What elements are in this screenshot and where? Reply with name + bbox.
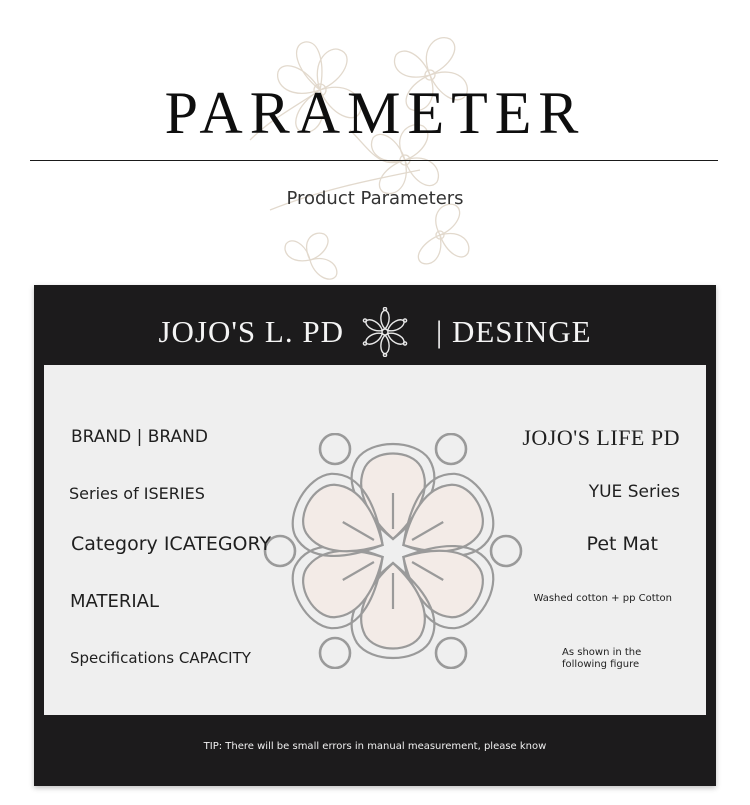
value-category: Pet Mat <box>586 533 658 555</box>
label-category: Category ICATEGORY <box>71 533 272 555</box>
brand-tagline: | DESINGE <box>435 314 592 349</box>
parameter-card <box>34 285 716 786</box>
flower-ornament-icon <box>360 307 410 357</box>
brand-header <box>34 307 716 357</box>
background-blossom-icon <box>230 20 520 290</box>
label-material: MATERIAL <box>70 591 159 612</box>
label-specifications: Specifications CAPACITY <box>70 649 251 667</box>
page-subtitle: Product Parameters <box>286 188 464 209</box>
page-title: PARAMETER <box>164 80 586 146</box>
parameter-panel <box>44 365 706 715</box>
petal-flower-icon <box>262 433 524 669</box>
label-brand: BRAND | BRAND <box>71 427 208 447</box>
value-brand: JOJO'S LIFE PD <box>522 425 680 450</box>
value-specifications: As shown in the following figure <box>562 647 642 670</box>
title-divider <box>30 160 718 161</box>
brand-name: JOJO'S L. PD <box>158 314 344 349</box>
measurement-tip: TIP: There will be small errors in manual measurement, please know <box>203 741 547 752</box>
value-series: YUE Series <box>588 482 680 502</box>
label-series: Series of ISERIES <box>69 484 205 503</box>
value-material: Washed cotton + pp Cotton <box>533 593 672 604</box>
